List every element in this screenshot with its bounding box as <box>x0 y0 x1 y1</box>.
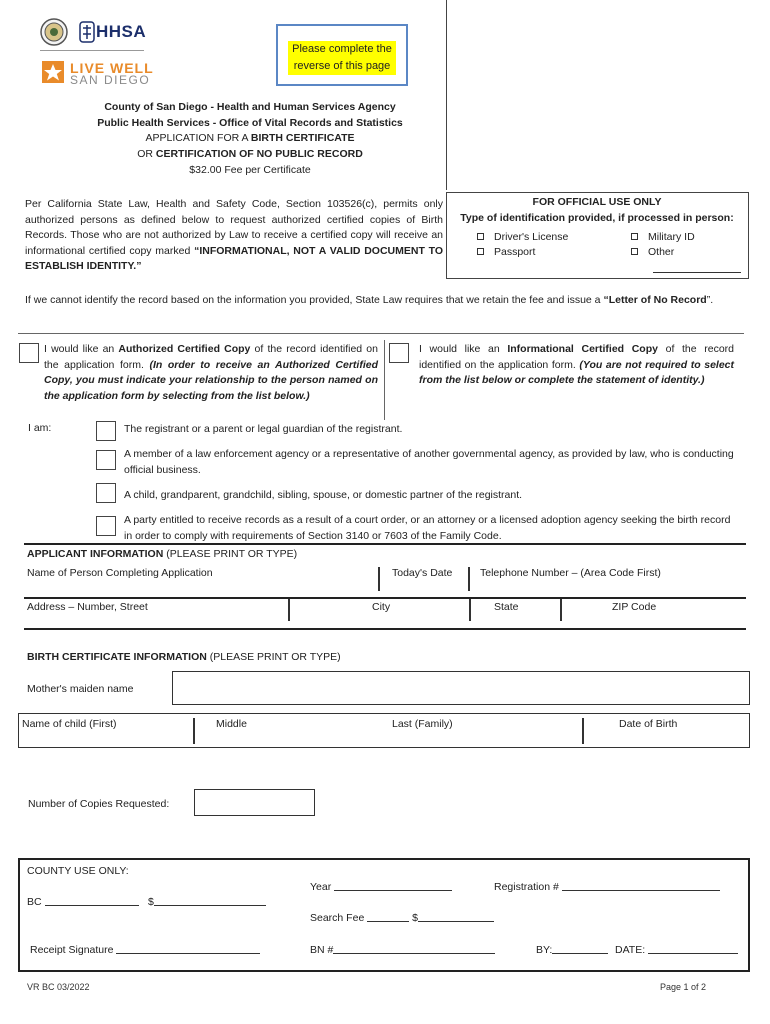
field-separator <box>378 567 380 591</box>
no-record-title <box>40 148 460 160</box>
i-am-checkbox-law-enforcement[interactable] <box>96 450 116 470</box>
section-divider <box>18 333 744 334</box>
receipt-signature-field[interactable]: Receipt Signature <box>30 944 260 956</box>
i-am-option-relative: A child, grandparent, grandchild, sibling, spouse, or domestic partner of the registrant. <box>124 489 523 501</box>
mother-maiden-input[interactable] <box>172 671 750 705</box>
child-last-name-field[interactable]: Last (Family) <box>392 718 453 730</box>
date-field[interactable]: DATE: <box>615 944 738 956</box>
law-bold: “INFORMATIONAL, NOT A VALID DOCUMENT TO ESTABLISH IDENTITY.” <box>25 244 443 273</box>
notice-box <box>276 24 408 86</box>
official-use-box <box>446 192 749 279</box>
child-middle-name-field[interactable]: Middle <box>216 718 247 730</box>
fee-line: $32.00 Fee per Certificate <box>189 164 311 176</box>
applicant-name-field[interactable]: Name of Person Completing Application <box>27 567 213 579</box>
telephone-field[interactable]: Telephone Number – (Area Code First) <box>480 567 661 579</box>
by-field[interactable]: BY: <box>536 944 608 956</box>
hhsa-logo-text: HHSA <box>96 22 147 41</box>
application-title <box>40 132 460 144</box>
i-am-option-law-enforcement: A member of a law enforcement agency or a representative of another governmental agency, as provided by law, who is conducting official business. <box>124 448 734 476</box>
county-seal-icon <box>40 18 68 46</box>
field-separator <box>193 718 195 744</box>
field-separator <box>468 567 470 591</box>
id-option-other[interactable]: Other <box>631 246 674 258</box>
form-id: VR BC 03/2022 <box>27 982 90 992</box>
applicant-bottom-rule <box>24 628 746 630</box>
no-record-title-prefix: OR <box>137 148 156 160</box>
informational-copy-text: I would like an Informational Certified Copy of the record identified on the application form. (You are not required to select from the list below or complete the statement of identity.) <box>419 343 735 387</box>
law-body: Per California State Law, Health and Safety Code, Section 103526(c), permits only authorized persons as defined below to request authorized certified copies of Birth Records. Those who are not authorized by Law to receive a certified copy will receive an informational certified copy marked <box>25 198 443 257</box>
application-title-bold: BIRTH CERTIFICATE <box>250 132 355 144</box>
choice-divider <box>384 340 385 420</box>
state-field[interactable]: State <box>494 601 519 613</box>
birth-heading: BIRTH CERTIFICATE INFORMATION (PLEASE PRINT OR TYPE) <box>27 651 341 663</box>
checkbox-icon <box>631 248 638 255</box>
field-separator <box>288 599 290 621</box>
hhsa-emblem-icon <box>78 20 96 44</box>
i-am-checkbox-court-order[interactable] <box>96 516 116 536</box>
bc-amount-field[interactable]: $ <box>148 896 266 908</box>
copies-input[interactable] <box>194 789 315 816</box>
id-option-passport[interactable]: Passport <box>477 246 535 258</box>
livewell-subtitle: SAN DIEGO <box>70 73 151 87</box>
no-record-note: If we cannot identify the record based on the information you provided, State Law requires that we retain the fee and issue a “Letter of No Record”. <box>25 294 714 306</box>
office-title: Public Health Services - Office of Vital Records and Statistics <box>97 117 403 129</box>
field-separator <box>560 599 562 621</box>
top-right-rule <box>446 0 447 190</box>
authorized-copy-text: I would like an Authorized Certified Copy of the record identified on the application form. (In order to receive an Authorized Certified Copy, you must indicate your relationship to the person named on the application form by selecting from the list below.) <box>44 343 378 402</box>
applicant-heading: APPLICANT INFORMATION (PLEASE PRINT OR TYPE) <box>27 548 298 560</box>
checkbox-icon <box>477 233 484 240</box>
applicant-mid-rule <box>24 597 746 599</box>
field-separator <box>469 599 471 621</box>
no-record-title-bold: CERTIFICATION OF NO PUBLIC RECORD <box>155 148 363 160</box>
id-option-military[interactable]: Military ID <box>631 231 695 243</box>
law-paragraph <box>25 197 443 275</box>
city-field[interactable]: City <box>372 601 391 613</box>
livewell-title: LIVE WELL <box>70 60 154 76</box>
date-of-birth-field[interactable]: Date of Birth <box>619 718 678 730</box>
copies-label: Number of Copies Requested: <box>28 798 170 810</box>
id-option-drivers-license[interactable]: Driver's License <box>477 231 568 243</box>
official-use-subtitle: Type of identification provided, if processed in person: <box>460 212 734 224</box>
i-am-checkbox-relative[interactable] <box>96 483 116 503</box>
applicant-top-rule <box>24 543 746 545</box>
other-blank-line[interactable] <box>653 272 741 273</box>
year-field[interactable]: Year <box>310 881 452 893</box>
authorized-copy-checkbox[interactable] <box>19 343 39 363</box>
i-am-option-court-order: A party entitled to receive records as a result of a court order, or an attorney or a licensed adoption agency seeking the birth record in order to comply with requirements of Section 3140 or 7603 of the Family Code. <box>124 514 731 542</box>
bc-field[interactable]: BC <box>27 896 139 908</box>
livewell-star-icon <box>42 61 64 83</box>
search-fee-field[interactable]: Search Fee $ <box>310 912 494 924</box>
zip-field[interactable]: ZIP Code <box>612 601 657 613</box>
i-am-label: I am: <box>28 422 52 434</box>
child-first-name-field[interactable]: Name of child (First) <box>22 718 117 730</box>
informational-copy-checkbox[interactable] <box>389 343 409 363</box>
county-use-title: COUNTY USE ONLY: <box>27 865 129 877</box>
checkbox-icon <box>631 233 638 240</box>
page-number: Page 1 of 2 <box>660 982 707 992</box>
logo-divider <box>40 50 144 51</box>
field-separator <box>582 718 584 744</box>
agency-title: County of San Diego - Health and Human Services Agency <box>104 101 396 113</box>
todays-date-field[interactable]: Today's Date <box>392 567 453 579</box>
bn-field[interactable]: BN # <box>310 944 495 956</box>
checkbox-icon <box>477 248 484 255</box>
registration-field[interactable]: Registration # <box>494 881 720 893</box>
i-am-option-registrant: The registrant or a parent or legal guardian of the registrant. <box>124 423 403 435</box>
notice-text: Please complete the reverse of this page <box>288 41 396 75</box>
address-field[interactable]: Address – Number, Street <box>27 601 148 613</box>
i-am-checkbox-registrant[interactable] <box>96 421 116 441</box>
official-use-title: FOR OFFICIAL USE ONLY <box>532 196 662 208</box>
mother-maiden-label: Mother's maiden name <box>27 683 134 695</box>
application-title-prefix: APPLICATION FOR A <box>145 132 251 144</box>
